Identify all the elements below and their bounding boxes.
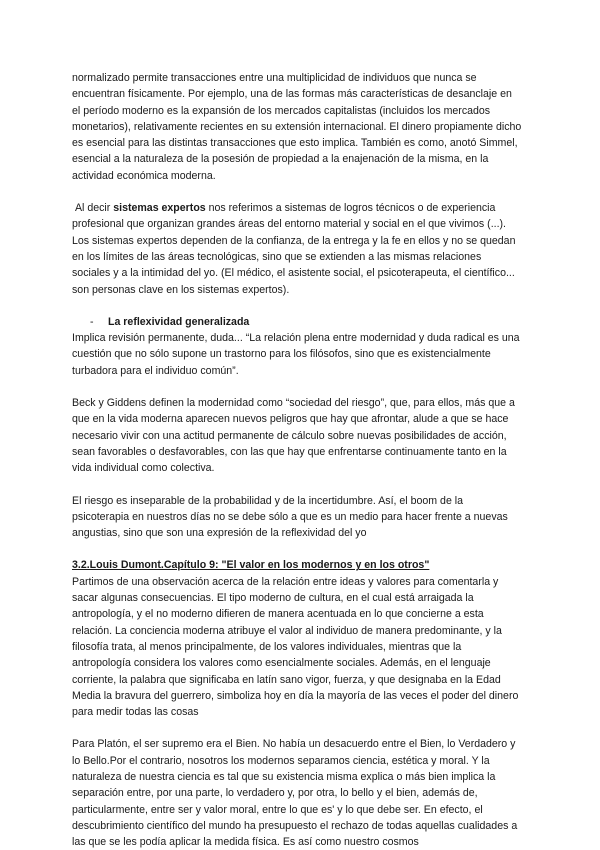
spacer (72, 541, 522, 557)
paragraph-ideas-valores: Partimos de una observación acerca de la relación entre ideas y valores para comentarla y sacar algunas consecuencias. El tipo moderno de cultura, en el cual está arraigada la antropología, y el no moderno difieren de manera acentuada en lo que concierne a esta relación. La conciencia moderna atribuye el valor al individuo de manera predominante, y la filosofía trata, al menos principalmente, de los valores individuales, mientras que la antropología considera los valores como esencialmente sociales. Además, en el lenguaje corriente, la palabra que significaba en latín sano vigor, fuerza, y que designaba en la Edad Media la bravura del guerrero, simboliza hoy en día la mayoría de las veces el poder del dinero para medir todas las cosas (72, 575, 519, 719)
bullet-title-reflexividad: La reflexividad generalizada (108, 315, 250, 328)
term-sistemas-expertos: sistemas expertos (113, 202, 206, 215)
spacer (72, 720, 522, 736)
spacer (72, 379, 522, 395)
paragraph-sociedad-riesgo: Beck y Giddens definen la modernidad como “sociedad del riesgo”, que, para ellos, más que a que en la vida moderna aparecen nuevos peligros que hay que afrontar, alude a que se hace necesario vivir con una actitud permanente de cálculo sobre nuevas posibilidades de acción, sean favorables o desfavorables, con las que hay que enfrentarse continuamente tanto en la vida individual como colectiva. (72, 397, 515, 475)
spacer (72, 184, 522, 200)
paragraph-riesgo: El riesgo es inseparable de la probabilidad y de la incertidumbre. Así, el boom de la psicoterapia en nuestros días no se debe sólo a que es un medio para hacer frente a nuevas angustias, sino que son una expresión de la reflexividad del yo (72, 494, 508, 540)
spacer (72, 477, 522, 493)
paragraph-duda: Implica revisión permanente, duda... “La relación plena entre modernidad y duda radical es una cuestión que no sólo supone un trastorno para los filósofos, sino que es existencialmente turbadora para el individuo común”. (72, 332, 520, 377)
bullet-item (72, 314, 522, 330)
bullet-dash: - (90, 315, 94, 328)
paragraph-platon: Para Platón, el ser supremo era el Bien. No había un desacuerdo entre el Bien, lo Verdadero y lo Bello.Por el contrario, nosotros los modernos separamos ciencia, estética y moral. Y la naturaleza de nuestra ciencia es tal que su existencia misma explica o más bien implica la separación entre, por una parte, lo verdadero y, por otra, lo bello y el bien, además de, particularmente, entre ser y valor moral, entre lo que es' y lo que debe ser. En efecto, el descubrimiento científico del mundo ha presupuesto el rechazo de todas aquellas cualidades a las que se les podía aplicar la medida física. Es así como nuestro cosmos (72, 738, 518, 849)
section-heading-dumont: 3.2.Louis Dumont.Capítulo 9: "El valor en los modernos y en los otros" (72, 559, 430, 572)
paragraph-sistemas-expertos (72, 200, 522, 298)
paragraph-prefix: Al decir (74, 202, 114, 215)
spacer (72, 298, 522, 314)
paragraph-rest: nos referimos a sistemas de logros técnicos o de experiencia profesional que organizan grandes áreas del entorno material y social en el que vivimos (...). Los sistemas expertos dependen de la confianza, de la entrega y la fe en ellos y no se quedan en los límites de las áreas tecnológicas, sino que se extienden a las mismas relaciones sociales y a la intimidad del yo. (El médico, el asistente social, el psicoterapeuta, el científico... son personas clave en los sistemas expertos). (72, 202, 516, 296)
paragraph-desanclaje: normalizado permite transacciones entre una multiplicidad de individuos que nunca se encuentran físicamente. Por ejemplo, una de las formas más características de desanclaje en el período moderno es la expansión de los mercados capitalistas (incluidos los mercados monetarios), relativamente recientes en su extensión internacional. El dinero propiamente dicho es esencial para las distintas transacciones que esto implica. También es como, anotó Simmel, esencial a la naturaleza de la posesión de propiedad a la enajenación de la misma, en la actividad económica moderna. (72, 72, 522, 182)
